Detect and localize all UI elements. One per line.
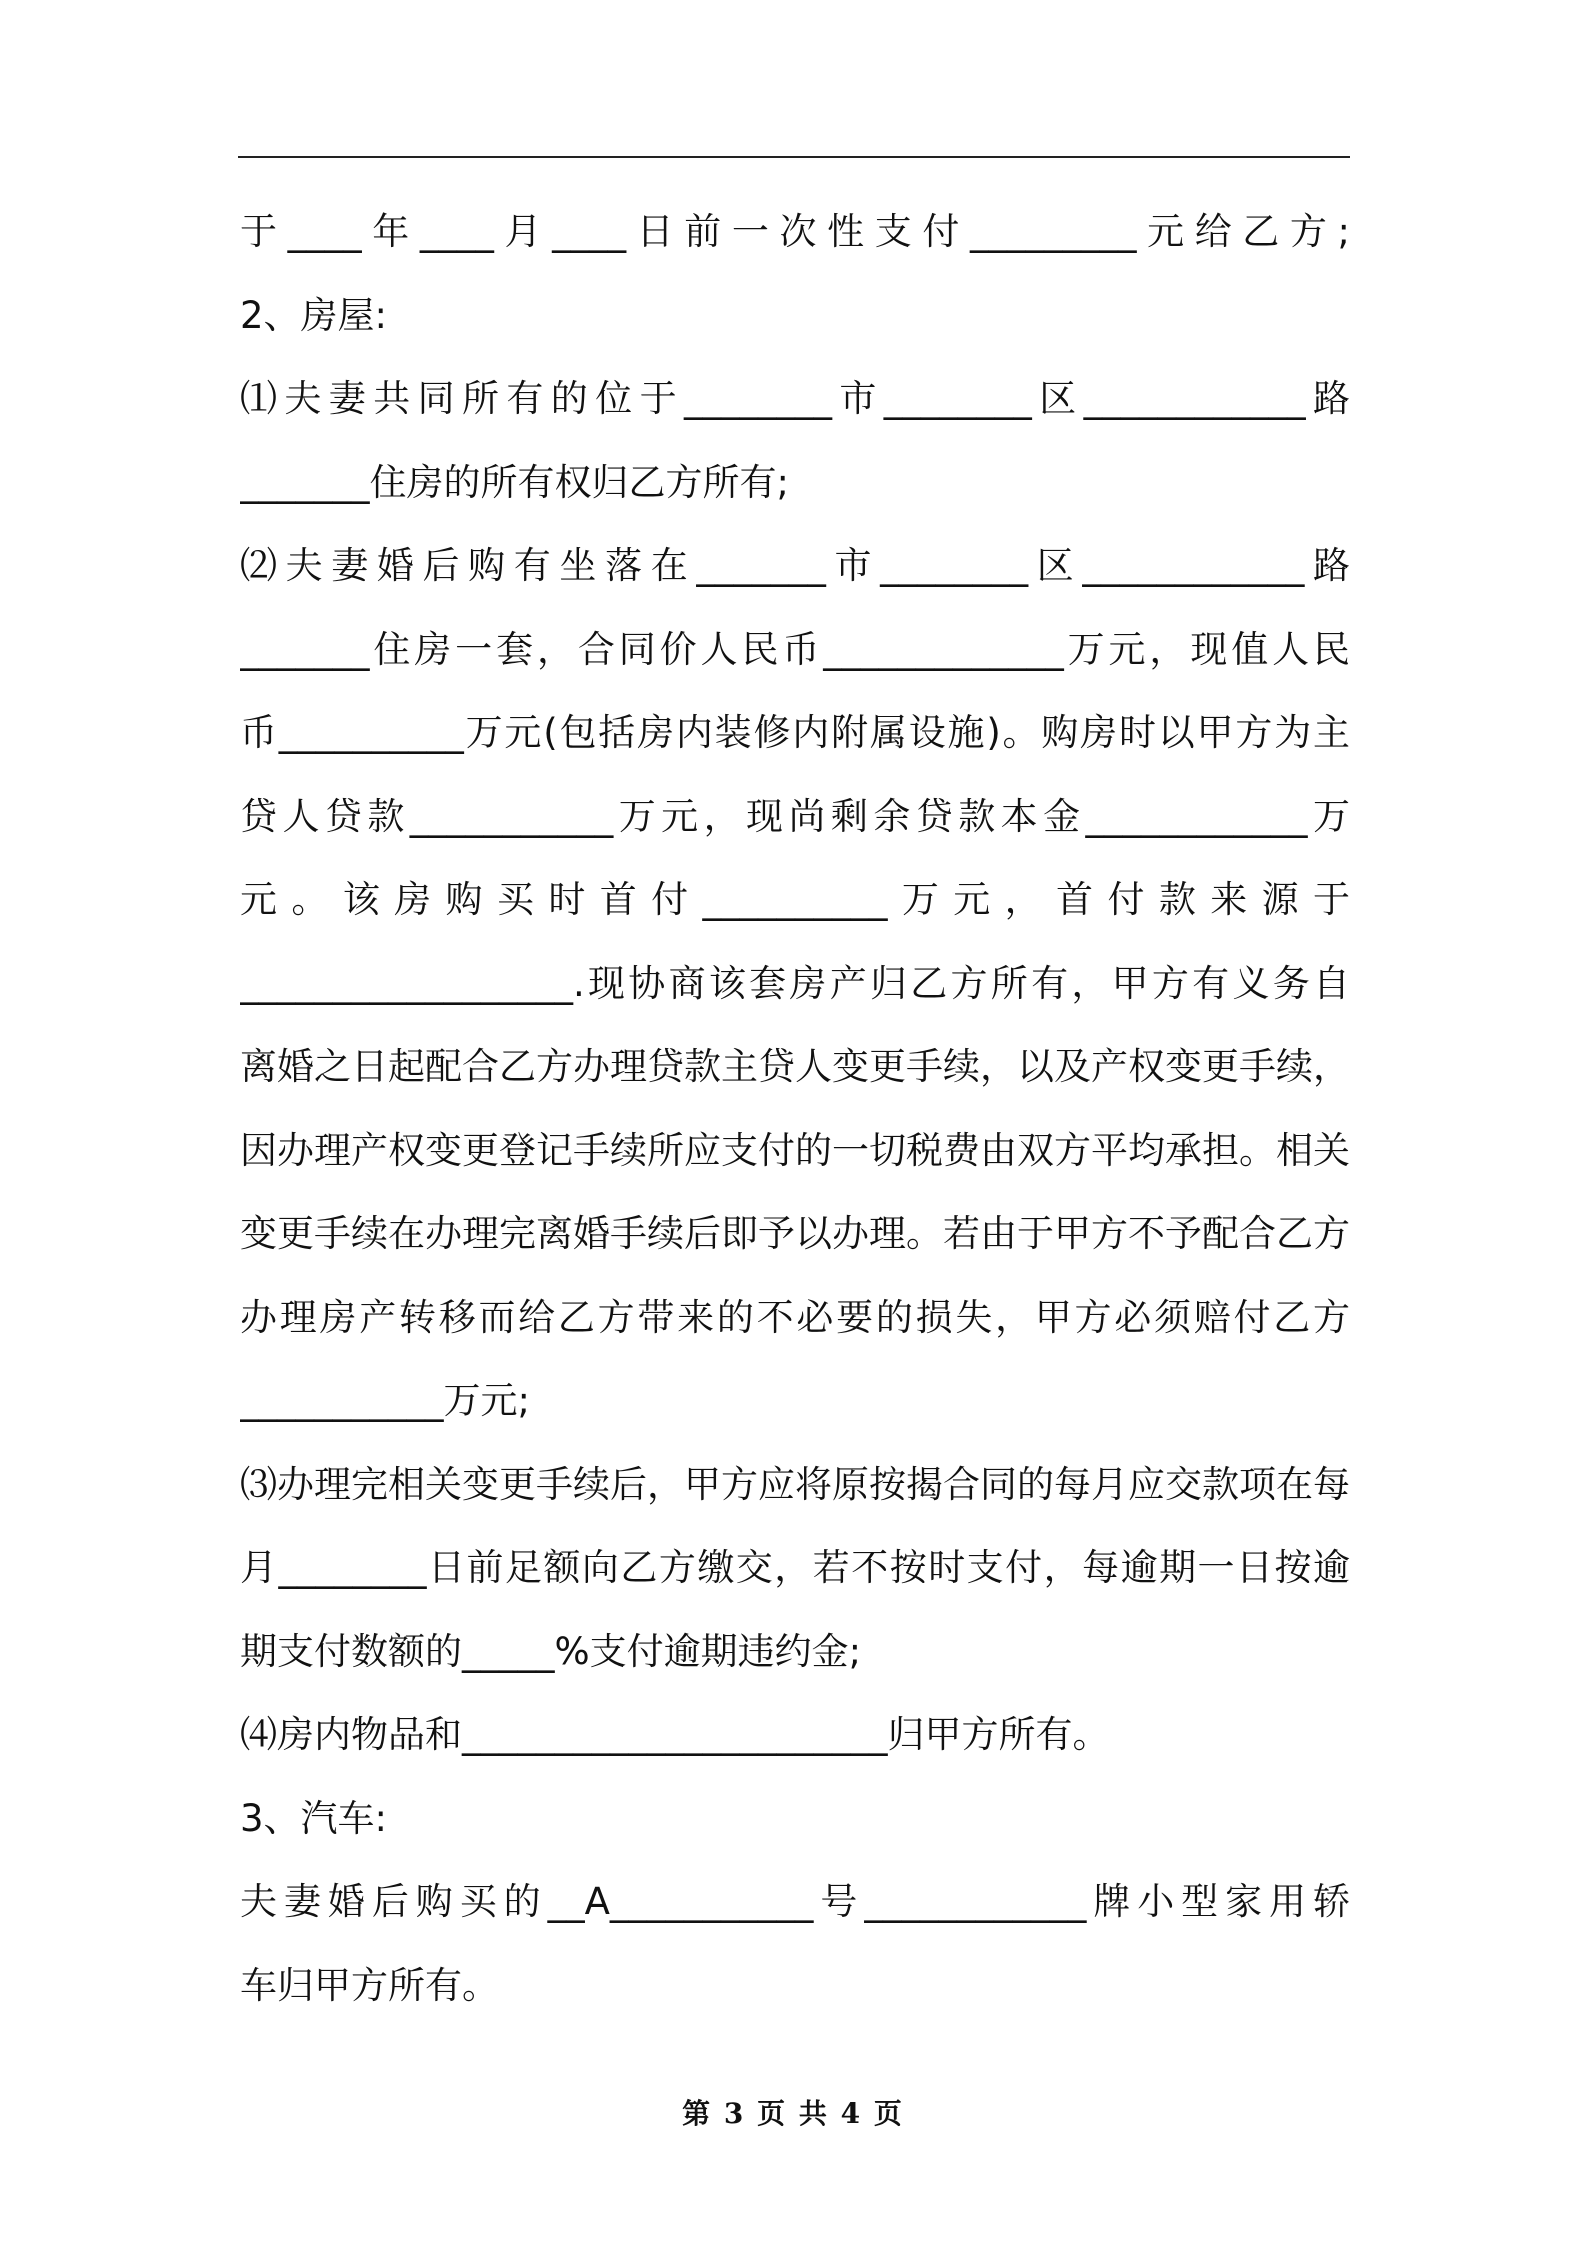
text-line: 期支付数额的_____%支付逾期违约金; <box>240 1629 862 1673</box>
text-line: ⑷房内物品和_______________________归甲方所有。 <box>240 1713 1110 1756</box>
document-body <box>240 190 1350 2027</box>
text-line: 办理房产转移而给乙方带来的不必要的损失，甲方必须赔付乙方 <box>240 1295 1350 1339</box>
text-line: 变更手续在办理完离婚手续后即予以办理。若由于甲方不予配合乙方 <box>240 1212 1350 1255</box>
text-line: _______住房的所有权归乙方所有; <box>240 460 789 504</box>
text-line: 车归甲方所有。 <box>240 1963 499 2007</box>
text-line: ___________万元; <box>240 1379 530 1422</box>
text-line: ⑵夫妻婚后购有坐落在_______市________区____________路 <box>240 544 1350 587</box>
text-line: 币__________万元(包括房内装修内附属设施)。购房时以甲方为主 <box>240 711 1350 754</box>
text-line: __________________.现协商该套房产归乙方所有，甲方有义务自 <box>240 961 1350 1005</box>
text-line: 离婚之日起配合乙方办理贷款主贷人变更手续，以及产权变更手续， <box>240 1045 1350 1088</box>
text-line: 贷人贷款___________万元，现尚剩余贷款本金____________万 <box>240 794 1350 838</box>
text-line: 元。该房购买时首付__________万元，首付款来源于 <box>240 878 1350 921</box>
section-heading: 2、房屋: <box>240 293 388 337</box>
text-line: 夫妻婚后购买的__A___________号____________牌小型家用轿 <box>240 1880 1350 1923</box>
text-line: ⑴夫妻共同所有的位于________市________区____________路 <box>240 377 1350 420</box>
text-line: _______住房一套，合同价人民币_____________万元，现值人民 <box>240 627 1350 671</box>
section-heading: 3、汽车: <box>240 1796 388 1840</box>
text-line: 于____年____月____日前一次性支付_________元给乙方; <box>240 210 1350 253</box>
page-number: 第 3 页 共 4 页 <box>682 2097 904 2130</box>
text-line: 因办理产权变更登记手续所应支付的一切税费由双方平均承担。相关 <box>240 1128 1350 1172</box>
text-line: ⑶办理完相关变更手续后，甲方应将原按揭合同的每月应交款项在每 <box>240 1462 1350 1506</box>
text-line: 月________日前足额向乙方缴交，若不按时支付，每逾期一日按逾 <box>240 1546 1350 1589</box>
header-rule <box>238 156 1350 158</box>
